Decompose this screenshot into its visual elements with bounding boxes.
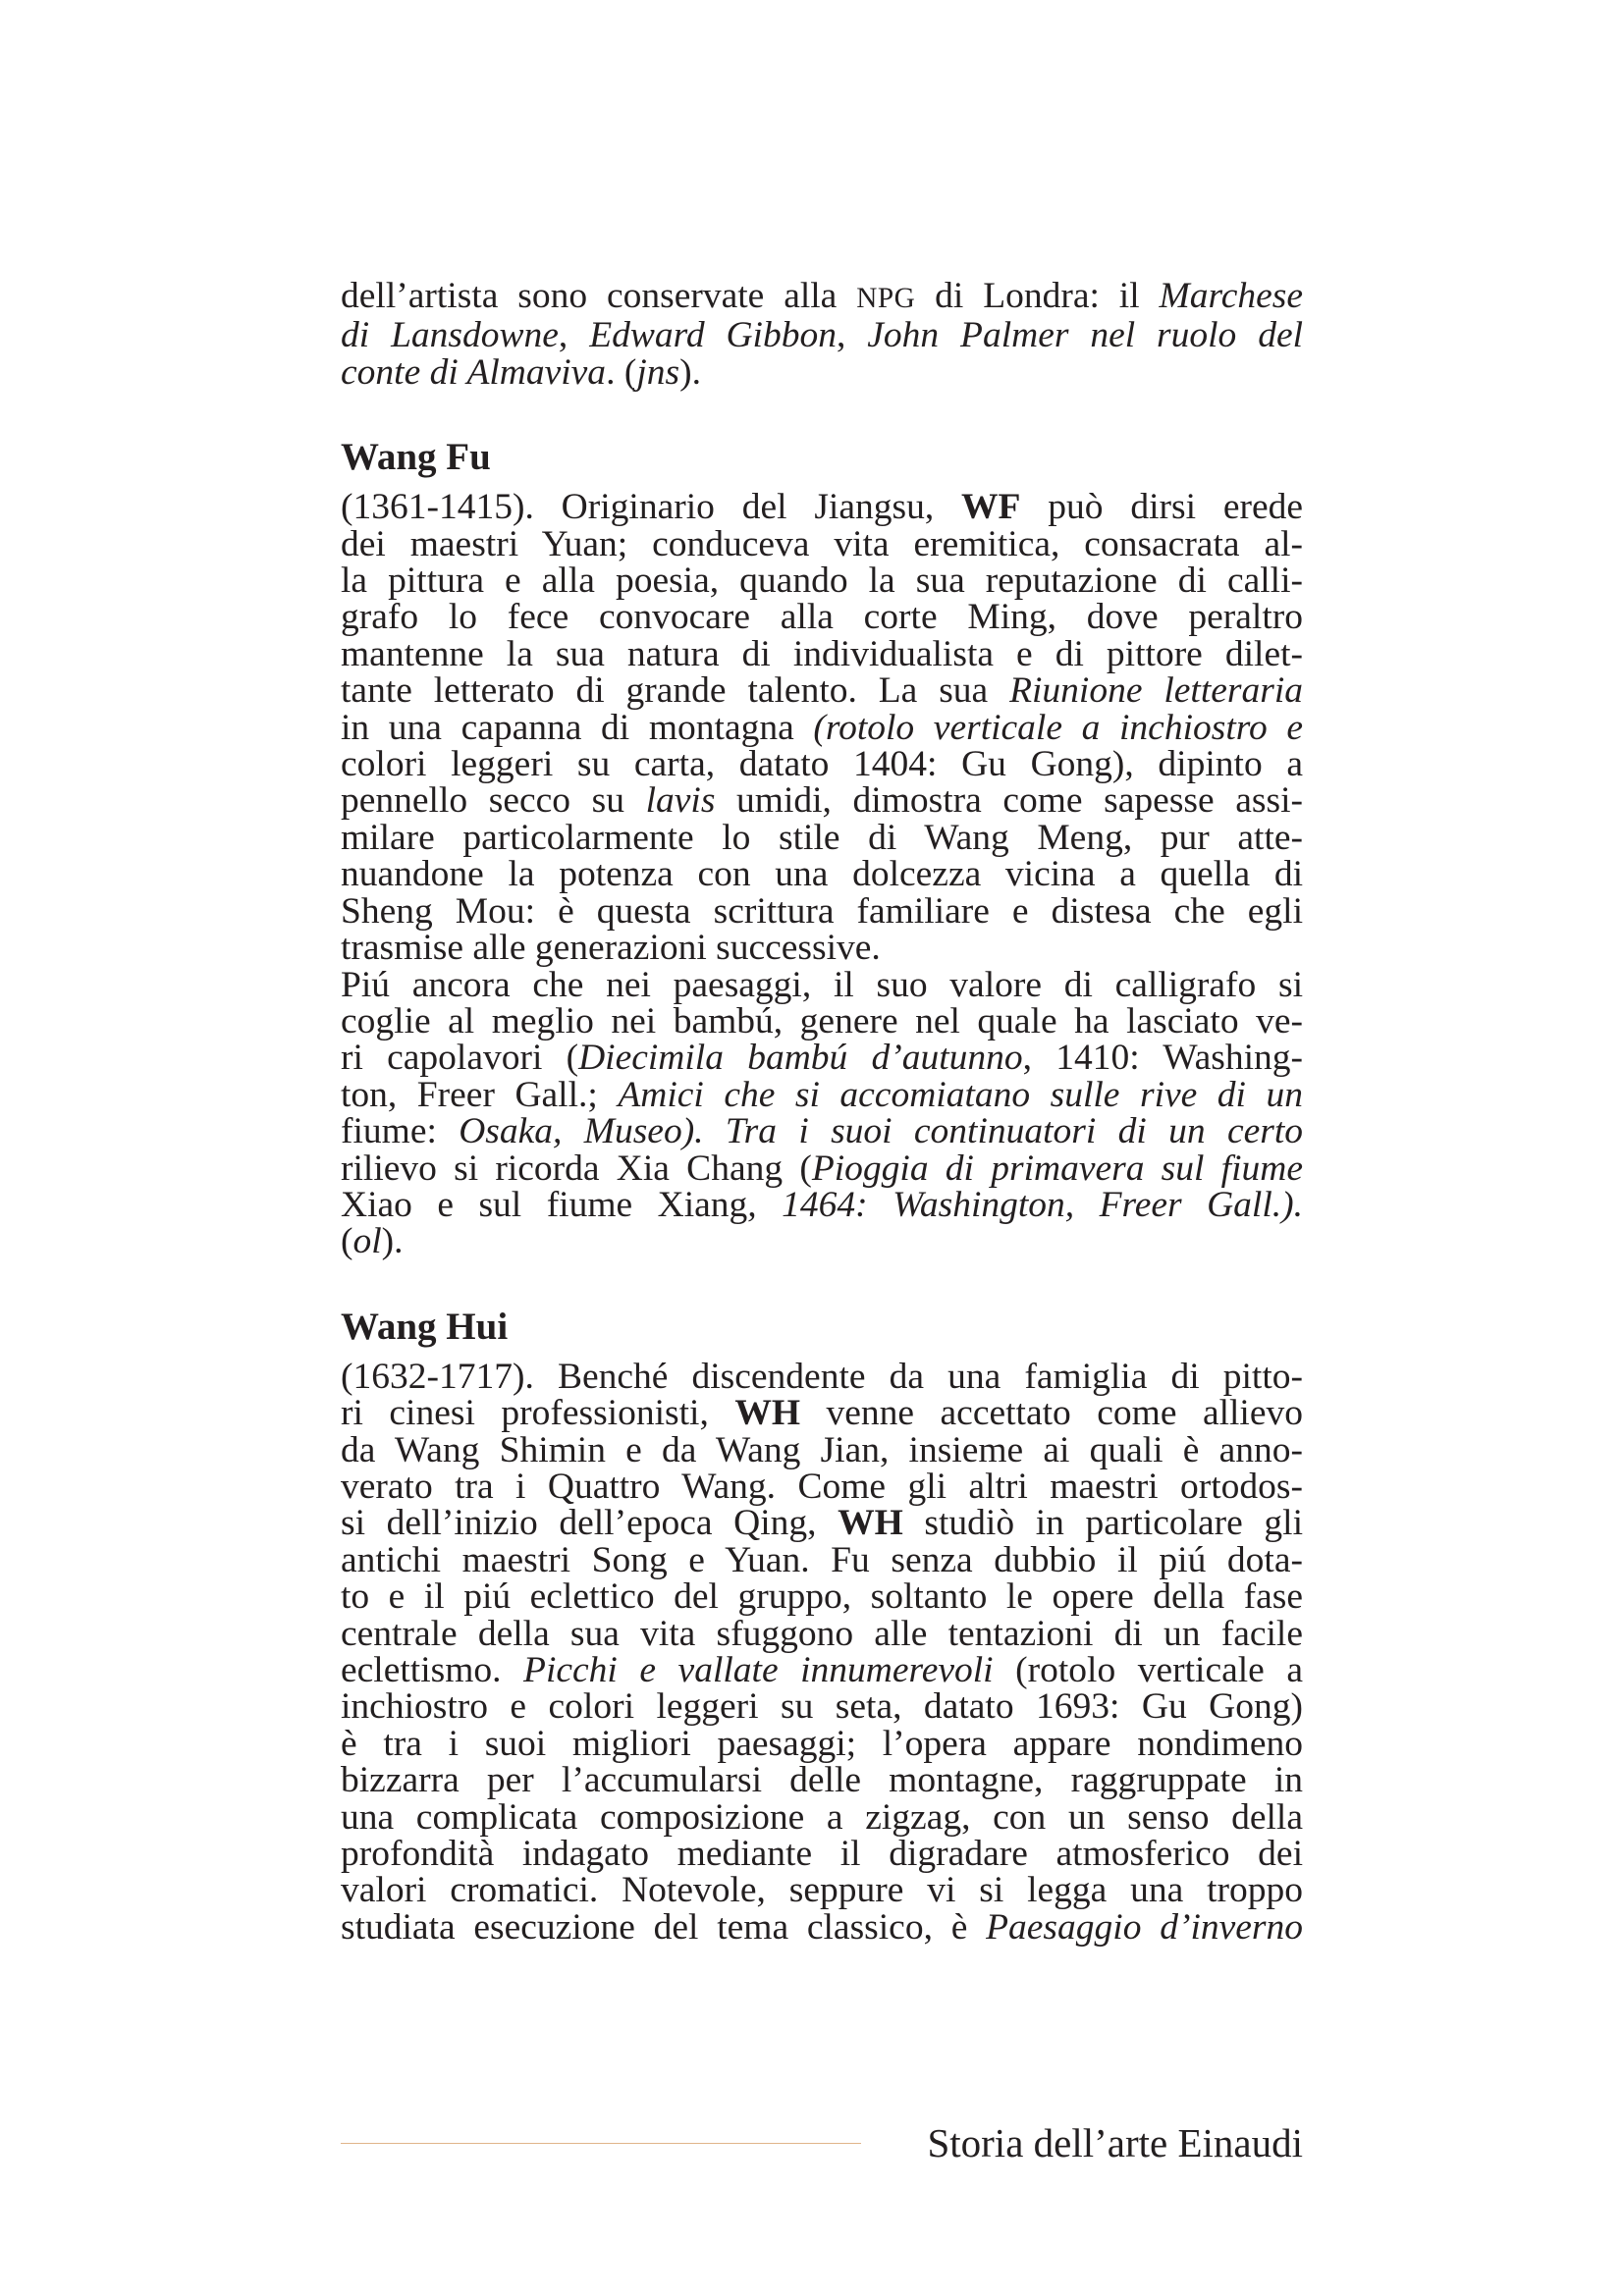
carryover-paragraph [341,278,1303,391]
text-line: (ol). [341,1221,404,1262]
text-line: coglie al meglio nei bambú, genere nel quale ha lasciato ve- [341,1000,1303,1041]
text-line: mantenne la sua natura di individualista e di pittore dilet- [341,633,1303,674]
text-line: dei maestri Yuan; conduceva vita eremitica, consacrata al- [341,523,1303,564]
text-line: ri cinesi professionisti, WH venne accettato come allievo [341,1393,1304,1434]
text-line: verato tra i Quattro Wang. Come gli altri maestri ortodos- [341,1466,1303,1507]
text-line: rilievo si ricorda Xia Chang (Pioggia di primavera sul fiume [341,1148,1303,1189]
entry-heading-wang-fu: Wang Fu [341,436,491,479]
text-line: milare particolarmente lo stile di Wang Meng, pur atte- [341,817,1303,858]
text-line: in una capanna di montagna (rotolo verticale a inchiostro e [341,707,1303,748]
text-line: tante letterato di grande talento. La sua Riunione letteraria [341,670,1304,712]
text-line: trasmise alle generazioni successive. [341,928,881,969]
text-line: di Lansdowne, Edward Gibbon, John Palmer nel ruolo del [341,315,1304,356]
text-line: inchiostro e colori leggeri su seta, datato 1693: Gu Gong) [341,1686,1303,1728]
text-line: eclettismo. Picchi e vallate innumerevoli (rotolo verticale a [341,1650,1304,1690]
text-line: bizzarra per l’accumularsi delle montagne, raggruppate in [341,1760,1303,1801]
text-line: studiata esecuzione del tema classico, è Paesaggio d’inverno [341,1906,1303,1948]
text-line: centrale della sua vita sfuggono alle tentazioni di un facile [341,1613,1303,1654]
text-line: (1632-1717). Benché discendente da una famiglia di pitto- [341,1356,1303,1397]
text-line: la pittura e alla poesia, quando la sua reputazione di calli- [341,561,1303,602]
footer-rule [341,2143,861,2144]
text-line: profondità indagato mediante il digradare atmosferico dei [341,1834,1303,1875]
text-line: pennello secco su lavis umidi, dimostra come sapesse assi- [341,780,1303,822]
text-line: valori cromatici. Notevole, seppure vi si legga una troppo [341,1870,1303,1911]
text-line: dell’artista sono conservate alla NPG di Londra: il Marchese [341,276,1303,316]
text-column [341,278,1303,1946]
text-line: si dell’inizio dell’epoca Qing, WH studiò in particolare gli [341,1503,1303,1544]
text-line: antichi maestri Song e Yuan. Fu senza dubbio il piú dota- [341,1539,1303,1580]
text-line: Piú ancora che nei paesaggi, il suo valore di calligrafo si [341,964,1303,1005]
text-line: Sheng Mou: è questa scrittura familiare e distesa che egli [341,890,1303,932]
text-line: ri capolavori (Diecimila bambú d’autunno, 1410: Washing- [341,1038,1303,1079]
text-line: ton, Freer Gall.; Amici che si accomiatano sulle rive di un [341,1074,1303,1115]
text-line: conte di Almaviva. (jns). [341,351,701,393]
text-line: to e il piú eclettico del gruppo, soltanto le opere della fase [341,1576,1303,1618]
wang-hui-paragraph-1 [341,1356,1304,1948]
text-line: grafo lo fece convocare alla corte Ming, dove peraltro [341,597,1303,638]
text-line: Xiao e sul fiume Xiang, 1464: Washington, Freer Gall.). [341,1184,1303,1225]
text-line: (1361-1415). Originario del Jiangsu, WF può dirsi erede [341,487,1304,528]
text-line: da Wang Shimin e da Wang Jian, insieme ai quali è anno- [341,1429,1303,1470]
entry-heading-wang-hui: Wang Hui [341,1305,509,1348]
page-footer [341,2118,1303,2167]
wang-fu-paragraph-1 [341,487,1304,969]
text-line: è tra i suoi migliori paesaggi; l’opera appare nondimeno [341,1723,1303,1764]
text-line: colori leggeri su carta, datato 1404: Gu Gong), dipinto a [341,744,1303,785]
footer-publication-title: Storia dell’arte Einaudi [927,2120,1303,2165]
text-line: nuandone la potenza con una dolcezza vicina a quella di [341,854,1303,895]
wang-fu-paragraph-2 [341,964,1303,1262]
text-line: fiume: Osaka, Museo). Tra i suoi continuatori di un certo [341,1111,1303,1152]
text-line: una complicata composizione a zigzag, con un senso della [341,1796,1303,1838]
